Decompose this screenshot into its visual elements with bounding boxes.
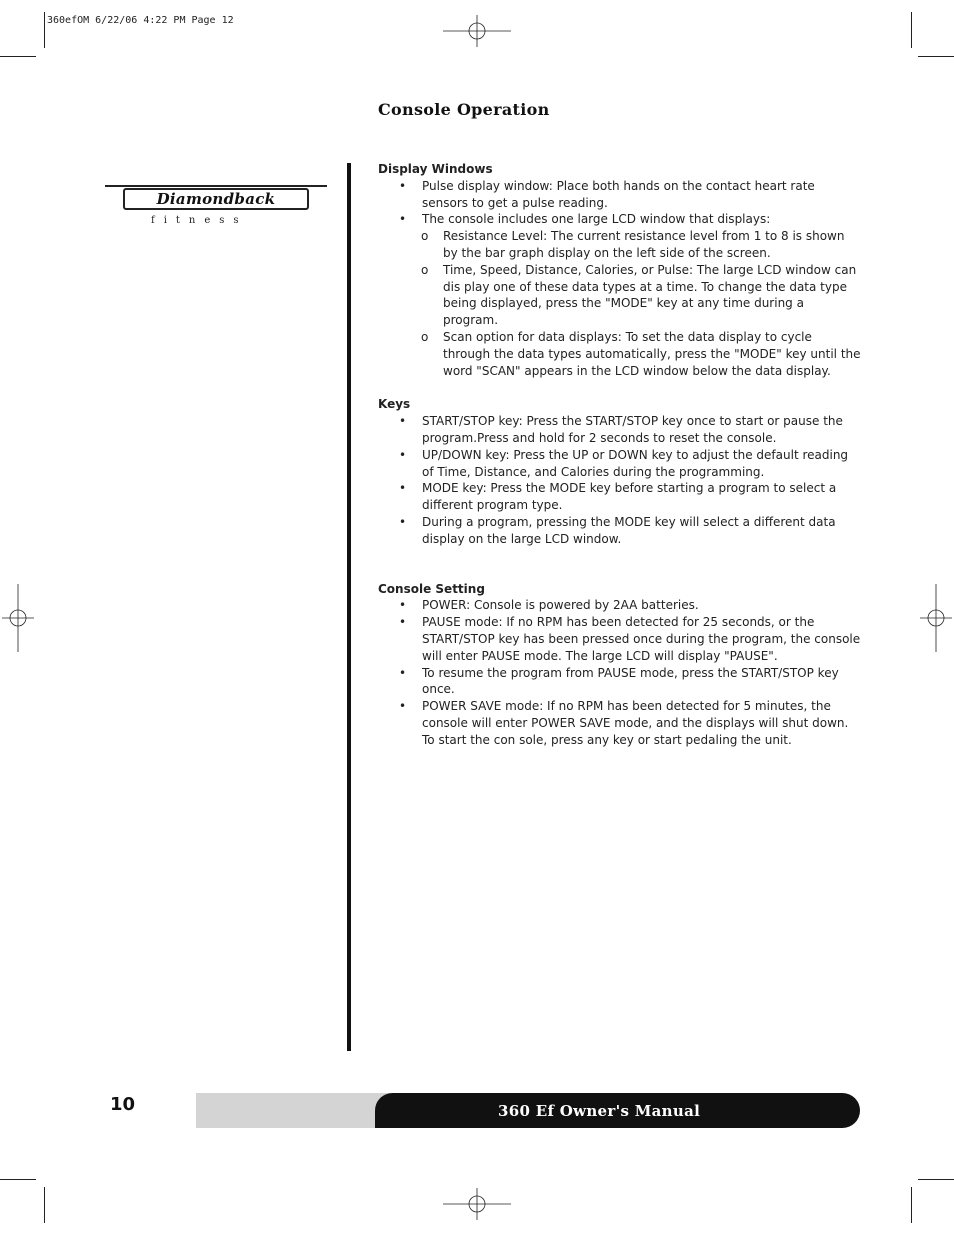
list-item: [378, 178, 862, 212]
sub-bullet-icon: o: [421, 329, 429, 344]
bullet-icon: •: [399, 178, 407, 193]
footer-title: 360 Ef Owner's Manual: [498, 1101, 701, 1120]
sub-list-item-text: Scan option for data displays: To set the data display to cycle through the data types automatically, press the "MODE" key until the word "SCAN" appears in the LCD window below the data display.: [443, 329, 861, 378]
registration-mark-icon: [443, 15, 511, 47]
list-item: [378, 665, 862, 699]
list-item-text: Pulse display window: Place both hands on the contact heart rate sensors to get a pulse reading.: [422, 178, 815, 210]
column-divider: [347, 163, 351, 1051]
keys-list: [378, 413, 862, 547]
brand-logo: [105, 185, 327, 233]
console-setting-list: [378, 597, 862, 748]
list-item: [378, 698, 862, 748]
bullet-icon: •: [399, 598, 407, 613]
list-item-text: During a program, pressing the MODE key will select a different data display on the large LCD window.: [422, 514, 836, 546]
list-item-text: PAUSE mode: If no RPM has been detected for 25 seconds, or the START/STOP key has been pressed once during the program, the console will enter PAUSE mode. The large LCD will display "PAUSE".: [422, 615, 861, 663]
lcd-sublist: [422, 228, 862, 379]
list-item: [378, 597, 862, 614]
section-title: Console Operation: [378, 100, 550, 119]
crop-mark: [911, 1187, 912, 1223]
list-item-text: START/STOP key: Press the START/STOP key once to start or pause the program.Press and hold for 2 seconds to reset the console.: [422, 414, 843, 445]
registration-mark-icon: [2, 584, 34, 652]
list-item: [378, 211, 862, 379]
logo-plate: [123, 188, 309, 210]
footer-band: [196, 1093, 396, 1128]
sub-list-item-text: Time, Speed, Distance, Calories, or Pulse: The large LCD window can dis play one of these data types at a time. To change the data type being displayed, press the "MODE" key at any time during a program.: [443, 262, 857, 328]
sub-bullet-icon: o: [421, 229, 429, 244]
list-item: [378, 447, 862, 481]
logo-subtitle: fitness: [151, 215, 248, 226]
list-item: [378, 413, 862, 447]
bullet-icon: •: [399, 665, 407, 680]
bullet-icon: •: [399, 481, 407, 496]
printer-slug: 360efOM 6/22/06 4:22 PM Page 12: [47, 15, 234, 26]
bullet-icon: •: [399, 414, 407, 429]
registration-mark-icon: [443, 1188, 511, 1220]
list-item: [378, 514, 862, 548]
list-item-text: POWER: Console is powered by 2AA batteries.: [422, 598, 699, 613]
list-item: [378, 480, 862, 514]
sub-list-item: [378, 228, 862, 262]
list-item: [378, 614, 862, 664]
crop-mark: [0, 1179, 36, 1180]
footer-title-bar: [375, 1093, 860, 1128]
page-number: 10: [110, 1094, 136, 1115]
list-item-text: To resume the program from PAUSE mode, press the START/STOP key once.: [422, 665, 839, 697]
sub-list-item-text: Resistance Level: The current resistance level from 1 to 8 is shown by the bar graph display on the left side of the screen.: [443, 229, 845, 260]
bullet-icon: •: [399, 699, 407, 714]
crop-mark: [911, 12, 912, 48]
list-item-text: The console includes one large LCD window that displays:: [422, 212, 771, 227]
registration-mark-icon: [920, 584, 952, 652]
list-item-text: POWER SAVE mode: If no RPM has been detected for 5 minutes, the console will enter POWER SAVE mode, and the displays will shut down. To start the con sole, press any key or start pedaling the unit.: [422, 699, 849, 747]
list-item-text: MODE key: Press the MODE key before starting a program to select a different program type.: [422, 481, 837, 513]
sub-list-item: [378, 262, 862, 329]
sub-list-item: [378, 329, 862, 379]
heading-display-windows: Display Windows: [378, 162, 493, 176]
logo-rule: [105, 185, 327, 187]
bullet-icon: •: [399, 615, 407, 630]
bullet-icon: •: [399, 212, 407, 227]
crop-mark: [44, 1187, 45, 1223]
display-windows-list: [378, 178, 862, 380]
list-item-text: UP/DOWN key: Press the UP or DOWN key to adjust the default reading of Time, Distance, and Calories during the programming.: [422, 447, 849, 479]
heading-keys: Keys: [378, 397, 411, 412]
main-content: [378, 161, 862, 749]
heading-console-setting: Console Setting: [378, 581, 485, 596]
logo-brand: Diamondback: [156, 190, 276, 208]
sub-bullet-icon: o: [421, 262, 429, 277]
crop-mark: [918, 56, 954, 57]
crop-mark: [0, 56, 36, 57]
crop-mark: [44, 12, 45, 48]
bullet-icon: •: [399, 514, 407, 529]
bullet-icon: •: [399, 447, 407, 462]
crop-mark: [918, 1179, 954, 1180]
